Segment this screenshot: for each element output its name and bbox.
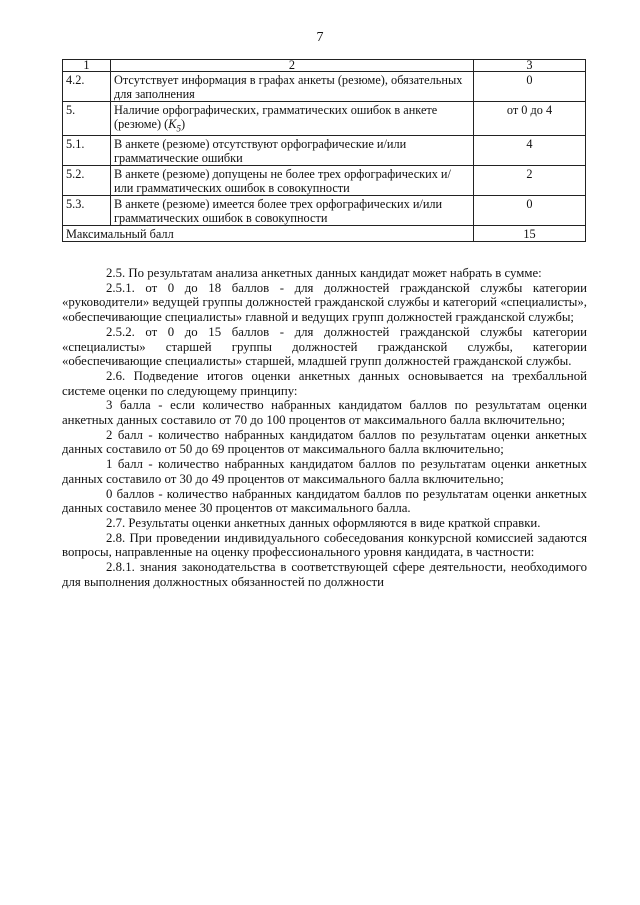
row-text-end: ) [180, 117, 186, 131]
header-cell: 1 [63, 60, 111, 72]
row-score: от 0 до 4 [474, 102, 586, 136]
body-text [62, 266, 587, 589]
row-score: 0 [474, 72, 586, 102]
k-subscript: 5 [176, 123, 181, 134]
k-symbol: K [168, 117, 177, 131]
row-text: В анкете (резюме) имеется более трех орфографических и/или грамматических ошибок в совокупности [111, 196, 474, 226]
paragraph: 1 балл - количество набранных кандидатом баллов по результатам оценки анкетных данных составило от 30 до 49 процентов от максимального балла включительно; [62, 457, 587, 486]
table-row [63, 72, 586, 102]
row-text: В анкете (резюме) отсутствуют орфографические и/или грамматические ошибки [111, 136, 474, 166]
row-number: 5.2. [63, 166, 111, 196]
table-row [63, 196, 586, 226]
paragraph: 2.5.2. от 0 до 15 баллов - для должностей гражданской службы категории «специалисты» старшей группы должностей гражданской службы, категории «обеспечивающие специалисты» старшей, младшей групп должностей гражданской службы. [62, 324, 587, 369]
header-cell: 3 [474, 60, 586, 72]
paragraph: 0 баллов - количество набранных кандидатом баллов по результатам оценки анкетных данных составило менее 30 процентов от максимального балла. [62, 486, 587, 516]
row-text: Отсутствует информация в графах анкеты (резюме), обязательных для заполнения [111, 72, 474, 102]
row-score: 0 [474, 196, 586, 226]
row-text: В анкете (резюме) допущены не более трех орфографических и/или грамматических ошибок в совокупности [111, 166, 474, 196]
table-header-row [63, 60, 586, 72]
row-number: 4.2. [63, 72, 111, 102]
row-number: 5.3. [63, 196, 111, 226]
table-row [63, 166, 586, 196]
paragraph: 2.8.1. знания законодательства в соответствующей сфере деятельности, необходимого для выполнения должностных обязанностей по должности [62, 560, 587, 589]
table-row [63, 136, 586, 166]
paragraph: 2.7. Результаты оценки анкетных данных оформляются в виде краткой справки. [106, 515, 541, 530]
row-score: 2 [474, 166, 586, 196]
table-total-row [63, 226, 586, 242]
paragraph: 2.5.1. от 0 до 18 баллов - для должностей гражданской службы категории «руководители» ведущей группы должностей гражданской службы и категорий «специалисты», «обеспечивающие специалисты» главной и ведущих групп должностей гражданской службы; [62, 280, 587, 325]
total-score: 15 [474, 226, 586, 242]
total-label: Максимальный балл [63, 226, 474, 242]
row-text-main: Наличие орфографических, грамматических ошибок в анкете (резюме) ( [114, 103, 438, 131]
paragraph: 2 балл - количество набранных кандидатом баллов по результатам оценки анкетных данных составило от 50 до 69 процентов от максимального балла включительно; [62, 427, 587, 457]
row-score: 4 [474, 136, 586, 166]
row-text [111, 102, 474, 136]
row-number: 5.1. [63, 136, 111, 166]
page-number: 7 [316, 30, 324, 45]
paragraph: 2.8. При проведении индивидуального собеседования конкурсной комиссией задаются вопросы, направленные на оценку профессионального уровня кандидата, в частности: [62, 530, 587, 560]
paragraph: 3 балла - если количество набранных кандидатом баллов по результатам оценки анкетных данных составило от 70 до 100 процентов от максимального балла включительно; [62, 398, 587, 428]
paragraph: 2.5. По результатам анализа анкетных данных кандидат может набрать в сумме: [106, 266, 542, 280]
scoring-table [62, 59, 586, 242]
table-row [63, 102, 586, 136]
row-number: 5. [63, 102, 111, 136]
header-cell: 2 [111, 60, 474, 72]
paragraph: 2.6. Подведение итогов оценки анкетных данных основывается на трехбалльной системе оценки по следующему принципу: [62, 368, 587, 398]
